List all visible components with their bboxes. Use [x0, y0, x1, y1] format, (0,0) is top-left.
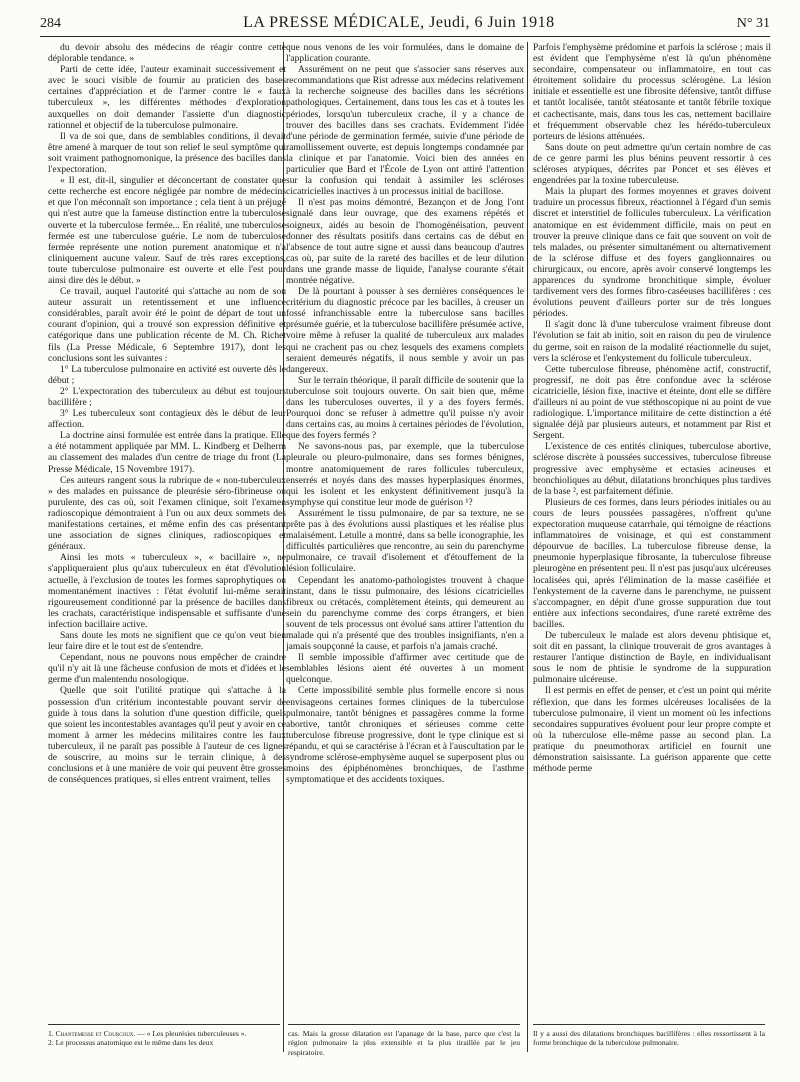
- paragraph: Mais la plupart des formes moyennes et graves doivent traduire un processus fibreux, réactionnel à l'égard d'un semis discret et interstitiel de follicules tuberculeux. La vérification anatomique en est évidemment difficile, mais on peut en trouver la preuve clinique dans ce fait que souvent on voit de tels malades, ou présenter simultanément ou alternativement de la sclérose diffuse et des foyers ganglionnaires ou chirurgicaux, ou encore, après avoir conservé longtemps les apparences du syndrome bronchitique simple, évoluer tardivement vers des formes fibro-caséeuses bacillifères : ces évolutions peuvent d'ailleurs porter sur de très longues périodes.: [533, 186, 771, 320]
- paragraph: Quelle que soit l'utilité pratique qui s'attache à la possession d'un critérium incontestable pouvant servir de guide à tous dans la solution d'une question difficile, quels que soient les incontestables avantages qu'il peut y avoir en ce moment à armer les médecins militaires contre les faux tuberculeux, il ne paraît pas possible à l'auteur de ces lignes de souscrire, au moins sur le terrain clinique, à des conclusions et à une manière de voir qui peuvent être grosses de conséquences pratiques, si elles entrent vraiment, telles: [48, 685, 286, 786]
- paragraph: Il va de soi que, dans de semblables conditions, il devait être amené à marquer de tout son relief le seul symptôme qui soit vraiment pathognomonique, la présence des bacilles dans l'expectoration.: [48, 130, 286, 176]
- paragraph: Sur le terrain théorique, il paraît difficile de soutenir que la tuberculose soit toujours ouverte. On sait bien que, même dans les tuberculoses ouvertes, il y a des foyers fermés. Pourquoi donc se refuser à admettre qu'il puisse n'y avoir dans certains cas, au moins à certaines périodes de l'évolution, que des foyers fermés ?: [286, 374, 524, 442]
- paragraph: De là pourtant à pousser à ses dernières conséquences le critérium du diagnostic précoce par les bacilles, à creuser un fossé infranchissable entre la tuberculose sans bacilles présumée guérie, et la tuberculose bacillifère présumée active, voire même à refuser la qualité de tuberculeux aux malades qui ne crachent pas ou chez lesquels des examens complets seraient demeurés négatifs, il nous semble y avoir un pas dangereux.: [286, 286, 524, 375]
- footnotes-column-3: [533, 1024, 765, 1048]
- paragraph: Cette impossibilité semble plus formelle encore si nous envisageons certaines formes cliniques de la tuberculose pulmonaire, tantôt bénignes et passagères comme la forme abortive, tantôt chroniques et sérieuses comme cette tuberculose fibreuse progressive, dont le type clinique est si répandu, et qui se caractérise à l'écran et à l'auscultation par le syndrome sclérose-emphysème auquel se superposent plus ou moins des épiphénomènes bronchiques, de l'asthme symptomatique et des accidents toxiques.: [286, 685, 524, 786]
- page-number: 284: [40, 16, 61, 31]
- paragraph: 3° Les tuberculeux sont contagieux dès le début de leur affection.: [48, 408, 286, 431]
- paragraph: Cette tuberculose fibreuse, phénomène actif, constructif, progressif, ne doit pas être confondue avec la sclérose cicatricielle, lésion fixe, inactive et éteinte, dont elle se diffère d'ailleurs ni au point de vue stéthoscopique ni au point de vue radiologique. L'importance militaire de cette distinction a été signalée déjà par plusieurs auteurs, et notamment par Rist et Sergent.: [533, 363, 771, 442]
- issue-number: N° 31: [736, 16, 770, 31]
- paragraph: Il est permis en effet de penser, et c'est un point qui mérite réflexion, que dans les formes ulcéreuses localisées de la tuberculose pulmonaire, il vient un moment où les infections secondaires suppuratives évoluent pour leur propre compte et où la tuberculose elle-même passe au second plan. La pratique du pneumothorax artificiel en fournit une démonstration saisissante. La guérison apparente que cette méthode perme: [533, 685, 771, 775]
- paragraph: Sans doute les mots ne signifient que ce qu'on veut bien leur faire dire et le tout est de s'entendre.: [48, 629, 286, 653]
- text-column-2: [286, 42, 524, 1020]
- paragraph: Parfois l'emphysème prédomine et parfois la sclérose ; mais il est évident que l'emphysème n'est là qu'un phénomène secondaire, compensateur ou inflammatoire, en tout cas étroitement solidaire du processus sclérogène. La lésion initiale et essentielle est une fibrosite défensive, tantôt diffuse et tantôt localisée, tantôt stéatosante et tantôt fébrile toxique et cachectisante, mais, dans tous les cas, nettement bacillaire et fréquemment observable chez les hérédo-tuberculeux porteurs de lésions atténuées.: [533, 42, 771, 142]
- paragraph: Assurément le tissu pulmonaire, de par sa texture, ne se prête pas à des évolutions aussi plastiques et les réalise plus malaisément. Letulle a montré, dans sa belle iconographie, les difficultés particulières que rencontre, au sein du parenchyme pulmonaire, ce travail d'isolement et d'étouffement de la lésion folliculaire.: [286, 507, 524, 575]
- paragraph: La doctrine ainsi formulée est entrée dans la pratique. Elle a été notamment appliquée par MM. L. Kindberg et Delherm au classement des malades d'un centre de triage du front (La Presse Médicale, 15 Novembre 1917).: [48, 430, 286, 475]
- footnote-2: 2. Le processus anatomique est le même dans les deux: [48, 1038, 214, 1048]
- footnote-author: Chantemesse et Courcoux.: [55, 1029, 136, 1038]
- paragraph: Ces auteurs rangent sous la rubrique de « non-tuberculeux » des malades en puissance de pleurésie séro-fibrineuse ou purulente, des cas où, soit l'examen clinique, soit l'examen radioscopique démontraient à l'un ou aux deux sommets des manifestations certaines, et même enfin des cas présentant une association de signes cliniques, radioscopiques et généraux.: [48, 474, 286, 553]
- journal-title: LA PRESSE MÉDICALE, Jeudi, 6 Juin 1918: [243, 14, 555, 31]
- paragraph: Cependant, nous ne pouvons nous empêcher de craindre qu'il n'y ait là une fâcheuse confusion de mots et d'idées et le germe d'un malentendu nosologique.: [48, 652, 286, 686]
- paragraph: 2° L'expectoration des tuberculeux au début est toujours bacillifère ;: [48, 385, 286, 408]
- paragraph: « Il est, dit-il, singulier et déconcertant de constater que cette recherche est encore négligée par nombre de médecins et que l'on méconnaît son importance ; cela tient à un préjugé qui n'est autre que la fameuse distinction entre la tuberculose ouverte et la tuberculose fermée... En réalité, une tuberculose fermée est une tuberculose guérie. Le nom de tuberculose fermée représente une notion purement anatomique et n'a cliniquement aucune valeur. Sauf de très rares exceptions, toute tuberculose pulmonaire est ouverte et elle l'est pour ainsi dire dès le début. »: [48, 175, 286, 286]
- footnotes-column-1: 1. Chantemesse et Courcoux. — « Les pleurésies tuberculeuses ». 2. Le processus anatomique est le même dans les deux: [48, 1024, 280, 1048]
- footnote-2-continued: cas. Mais la grosse dilatation est l'apanage de la base, parce que c'est la région pulmonaire la plus extensible et la plus tiraillée par le jeu respiratoire.: [288, 1029, 520, 1057]
- paragraph: Sans doute on peut admettre qu'un certain nombre de cas de ce genre parmi les plus bénins peuvent ressortir à ces scléroses atypiques, décrites par Poncet et ses élèves et engendrées par la toxine tuberculeuse.: [533, 141, 771, 187]
- paragraph: 1° La tuberculose pulmonaire en activité est ouverte dès le début ;: [48, 363, 286, 386]
- paragraph: Assurément on ne peut que s'associer sans réserves aux recommandations que Rist adresse aux médecins relativement à la recherche soigneuse des bacilles dans les sécrétions pathologiques. Certainement, dans tous les cas et à toutes les périodes, lorsqu'un tuberculeux crache, il y a chance de trouver des bacilles dans ses crachats. Evidemment l'idée d'une période de germination fermée, suivie d'une période de ramollissement ouverte, est depuis longtemps condamnée par la clinique et par l'anatomie. Voici bien des années en particulier que Bard et l'École de Lyon ont attiré l'attention sur la confusion qui tendait à assimiler les scléroses cicatricielles inactives à un processus initial de bacillose.: [286, 64, 524, 198]
- paragraph: Ne savons-nous pas, par exemple, que la tuberculose pleurale ou pleuro-pulmonaire, dans ses formes bénignes, montre anatomiquement de rares follicules tuberculeux, enserrés et noyés dans des masses hyperplasiques énormes, qui les isolent et les enkystent définitivement jusqu'à la symphyse qui constitue leur mode de guérison ¹?: [286, 441, 524, 508]
- paragraph: Parti de cette idée, l'auteur examinait successivement et avec le souci visible de fournir au praticien des bases certaines d'appréciation et de l'armer contre le « faux tuberculeux », les différentes méthodes d'exploration auxquelles on doit demander l'assiette d'un diagnostic rationnel et objectif de la tuberculose pulmonaire.: [48, 64, 286, 131]
- text-column-3: [533, 42, 771, 1020]
- text-column-1: [48, 42, 286, 1020]
- paragraph: L'existence de ces entités cliniques, tuberculose abortive, sclérose discrète à poussées successives, tuberculose fibreuse progressive avec emphysème et ectasies acineuses et bronchioliques au début, dilatations bronchiques plus tardives de la base ², est parfaitement définie.: [533, 441, 771, 497]
- paragraph: De tuberculeux le malade est alors devenu phtisique et, soit dit en passant, la clinique trouverait de gros avantages à restaurer l'antique distinction de Bayle, en individualisant sous le nom de phtisie le syndrome de la suppuration pulmonaire ulcéreuse.: [533, 629, 771, 686]
- paragraph: Plusieurs de ces formes, dans leurs périodes initiales ou au cours de leurs poussées passagères, n'offrent qu'une expectoration muqueuse catarrhale, qui témoigne de réactions inflammatoires de voisinage, et qui est constamment dépourvue de bacilles. La tuberculose fibreuse dense, la pneumonie hyperplasique fibrosante, la tuberculose fibreuse pleurogène en présentent peu. Il n'est pas jusqu'aux ulcéreuses localisées qui, après l'élimination de la masse caséifiée et l'enkystement de la caverne dans le parenchyme, ne puissent s'accompagner, en dépit d'une grosse suppuration due tout entière aux infections secondaires, d'une rareté extrême des bacilles.: [533, 496, 771, 630]
- paragraph: Il semble impossible d'affirmer avec certitude que de semblables lésions aient été ouvertes à un moment quelconque.: [286, 652, 524, 686]
- page-header: [40, 14, 770, 37]
- paragraph: Il s'agit donc là d'une tuberculose vraiment fibreuse dont l'évolution se fait ab initio, soit en raison du peu de virulence du germe, soit en raison de la modalité réactionnelle du sujet, vers la sclérose et l'enkystement du follicule tuberculeux.: [533, 319, 771, 364]
- paragraph: du devoir absolu des médecins de réagir contre cette déplorable tendance. »: [48, 42, 286, 65]
- paragraph: Il n'est pas moins démontré, Bezançon et de Jong l'ont signalé dans leur ouvrage, que des examens répétés et soigneux, aidés au besoin de l'homogénéisation, peuvent donner des résultats positifs dans certains cas de début en l'absence de tout autre signe et aussi dans beaucoup d'autres cas où, par suite de la rareté des bacilles et de leur dilution dans une grande masse de liquide, l'analyse courante s'était montrée négative.: [286, 197, 524, 286]
- column-rule: [527, 42, 528, 1052]
- paragraph: Ainsi les mots « tuberculeux », « bacillaire », ne s'appliqueraient plus qu'aux tuberculeux en état d'évolution actuelle, à l'exclusion de toutes les formes saprophytiques ou momentanément inactives : l'état évolutif lui-même serait rigoureusement conditionné par la présence de bacilles dans les crachats, caractéristique indispensable et suffisante d'une infection bacillaire active.: [48, 552, 286, 630]
- footnotes-column-2: [288, 1024, 520, 1057]
- paragraph: Cependant les anatomo-pathologistes trouvent à chaque instant, dans le tissu pulmonaire, des lésions cicatricielles fibreux ou crétacés, complètement éteints, qui demeurent au sein du parenchyme comme des corps étrangers, et bien souvent de tels processus ont évolué sans attirer l'attention du malade qui n'a présenté que des troubles insignifiants, n'en a jamais soupçonné la cause, et parfois n'a jamais craché.: [286, 574, 524, 653]
- footnote-1: — « Les pleurésies tuberculeuses ».: [137, 1029, 247, 1038]
- paragraph: Ce travail, auquel l'autorité qui s'attache au nom de son auteur assurait un retentissement et une influence considérables, paraît avoir été le point de départ de tout un courant d'opinion, qui a trouvé son expression définitive et catégorique dans une publication récente de M. Ch. Richet fils (La Presse Médicale, 6 Septembre 1917), dont les conclusions sont les suivantes :: [48, 286, 286, 364]
- paragraph: que nous venons de les voir formulées, dans le domaine de l'application courante.: [286, 42, 524, 65]
- footnote-3: Il y a aussi des dilatations bronchiques bacillifères : elles ressortissent à la forme bronchique de la tuberculose pulmonaire.: [533, 1029, 765, 1048]
